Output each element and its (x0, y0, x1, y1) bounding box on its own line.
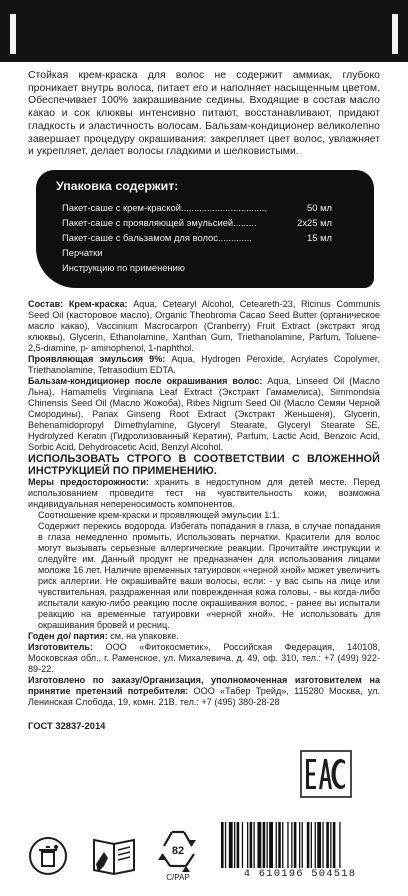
manufacturer-text: ООО «Фитокосметик», Российская Федерация, 140108, Московская обл., г. Раменское, ул. Михалевича, д. 49, оф. 310, тел.: +7 (499) 922-89-22. (28, 641, 380, 674)
band-edge-left (10, 14, 16, 54)
composition-emulsion-label: Проявляющая эмульсия 9%: (28, 353, 166, 364)
expiry-batch (28, 631, 380, 642)
certification-marks (28, 748, 380, 888)
barcode-bar (221, 822, 224, 868)
barcode-bar (322, 822, 323, 868)
barcode-bar (263, 822, 266, 868)
barcode-bar (333, 822, 336, 868)
barcode-bar (291, 822, 292, 868)
package-item-volume: 2x25 мл (297, 216, 332, 228)
package-item-name: Инструкцию по применению (62, 261, 185, 273)
package-item-name: Пакет-саше с бальзамом для волос............. (62, 231, 252, 243)
expiry-label: Годен до/ партия: (28, 630, 108, 641)
precautions (28, 477, 380, 510)
composition-cream-text: Aqua, Cetearyl Alcohol, Ceteareth-23, Ricinus Communis Seed Oil (касторовое масло), Organic Theobroma Cacao Seed Butter (органическое масло какао), Vaccinium Macrocarpon (Cranberry) Fruit Extract (экстракт ягод клюквы), Glycerin, Ethanolamine, Xanthan Gum, Triethanolamine, Parfum, Toluene-2,5-diamine, p- aminophenol, 1-naphthol. (28, 298, 380, 353)
label-content (28, 70, 380, 731)
package-item (62, 245, 332, 260)
ordered-by (28, 675, 380, 708)
precautions-label: Меры предосторожности: (28, 476, 149, 487)
mixing-ratio: Соотношение крем-краски и проявляющей эмульсии 1:1. (38, 509, 280, 520)
barcode-bar (326, 822, 329, 868)
barcode-bar (234, 822, 235, 868)
package-item-volume: 15 мл (307, 231, 332, 243)
product-description: Стойкая крем-краска для волос не содержит аммиак, глубоко проникает внутрь волоса, питает его и наполняет насыщенным цветом. Обеспечивает 100% закрашивание седины. Входящие в состав масло какао и сок клюквы интенсивно питают, восстанавливают, придают гладкость и эластичность волосам. Бальзам-кондиционер великолепно завершает процедуру окрашивания: закрепляет цвет волос, увлажняет и укрепляет, делает волосы гладкими и шелковистыми. (28, 70, 380, 158)
composition-cream-label: Состав: Крем-краска: (28, 298, 128, 309)
composition-balm-text: Aqua, Linseed Oil (Масло Льна), Hamamelis Virginiana Leaf Extract (Экстракт Гамамелиса), Simmondsia Chinensis Seed Oil (Масло Жожоба), Ribes Nigrum Seed Oil (Масло Семян Черной Смородины), Panax Ginseng Root Extract (Экстракт Женьшеня), Glycerin, Behenamidopropyl Dimethylamine, Glyceryl Stearate, Glyceryl Stearate SE, Hydrolyzed Keratin (Гидролизованный Кератин), Parfum, Lactic Acid, Benzoic Acid, Sorbic Acid, Dehydroacetic Acid, Benzyl Alcohol. (28, 375, 380, 452)
package-item-name: Пакет-саше с проявляющей эмульсией......... (62, 216, 257, 228)
trash-bin-icon (28, 836, 68, 876)
recycle-label: C/PAP (166, 873, 190, 882)
precautions-text: хранить в недоступном для детей месте. Перед использованием проведите тест на чувствительность кожи, возможна индивидуальная непереносимость компонентов. (28, 476, 380, 509)
barcode-bar (267, 822, 268, 868)
gost-standard: ГОСТ 32837-2014 (28, 719, 106, 731)
composition-balm (28, 376, 380, 453)
barcode-bar (287, 822, 288, 868)
package-contents-box (36, 170, 374, 288)
package-item (62, 200, 332, 215)
composition-emulsion-text: Aqua, Hydrogen Peroxide, Acrylates Copolymer, Triethanolamine, Tetrasodium EDTA. (28, 353, 380, 375)
barcode-bars (213, 820, 387, 868)
composition-cream (28, 299, 380, 354)
ordered-by-text: ООО «Табер Трейд», 115280 Москва, ул. Ленинская Слобода, 19, комн. 21В. тел.: +7 (495) 380-28-28 (28, 685, 380, 707)
expiry-text: см. на упаковке. (107, 630, 179, 641)
package-item (62, 260, 332, 275)
barcode-bar (294, 822, 297, 868)
composition-balm-label: Бальзам-кондиционер после окрашивания волос: (28, 375, 263, 386)
barcode-bar (250, 822, 253, 868)
barcode-bar (311, 822, 312, 868)
barcode-bar (315, 822, 316, 868)
eac-mark-icon (300, 750, 352, 798)
barcode-bar (269, 822, 273, 868)
band-edge-right (392, 14, 398, 54)
barcode-number: 4 610196 504518 (243, 868, 357, 880)
barcode-bar (247, 822, 248, 868)
barcode (213, 820, 387, 882)
package-item-volume: 50 мл (307, 201, 332, 213)
barcode-bar (242, 822, 243, 868)
package-title: Упаковка содержит: (56, 178, 179, 193)
manufacturer (28, 642, 380, 675)
package-item (62, 215, 332, 230)
barcode-bar (237, 822, 240, 868)
barcode-bar (276, 822, 277, 868)
barcode-bar (229, 822, 233, 868)
composition-emulsion (28, 354, 380, 376)
barcode-bar (225, 822, 226, 868)
margin-right (384, 62, 408, 896)
barcode-bar (257, 822, 261, 868)
barcode-bar (299, 822, 300, 868)
barcode-bar (317, 822, 321, 868)
package-item-name: Перчатки (62, 246, 103, 258)
package-item-name: Пакет-саше с крем-краской................................. (62, 201, 267, 213)
read-instructions-icon (90, 834, 138, 878)
manufacturer-label: Изготовитель: (28, 641, 94, 652)
recycle-number: 82 (171, 845, 185, 857)
barcode-bar (330, 822, 331, 868)
barcode-bar (282, 822, 283, 868)
usage-warning: ИСПОЛЬЗОВАТЬ СТРОГО В СООТВЕТСТВИИ С ВЛОЖЕННОЙ ИНСТРУКЦИЕЙ ПО ПРИМЕНЕНИЮ. (28, 452, 380, 477)
ordered-by-label: Изготовлено по заказу/Организация, уполномоченная изготовителем на принятие претензий потребителя: (28, 674, 380, 696)
peroxide-warning: Содержит перекись водорода. Избегать попадания в глаза, в случае попадания в глаза немедленно промыть. Использовать перчатки. Красители для волос могут вызывать серьезные аллергические реакции. Прочитайте инструкции и следуйте им. Данный продукт не предназначен для использования лицами моложе 16 лет. Наличие временных татуировок «черной хной» может увеличить риск аллергии. Не окрашивайте ваши волосы, если: - у вас сыпь на лице или чувствительная, раздраженная или поврежденная кожа головы, - вы когда-либо испытали какую-либо реакцию после окрашивания волос, - ранее вы испытали реакцию на временные татуировки «черной хной». Не использовать для окрашивания бровей и ресниц. (38, 520, 380, 630)
barcode-bar (278, 822, 281, 868)
barcode-bar (339, 822, 340, 868)
barcode-bar (302, 822, 303, 868)
package-item (62, 230, 332, 245)
recycle-icon (156, 826, 200, 882)
barcode-bar (307, 822, 310, 868)
margin-left (0, 62, 24, 896)
top-dark-band (0, 0, 408, 62)
barcode-bar (254, 822, 255, 868)
